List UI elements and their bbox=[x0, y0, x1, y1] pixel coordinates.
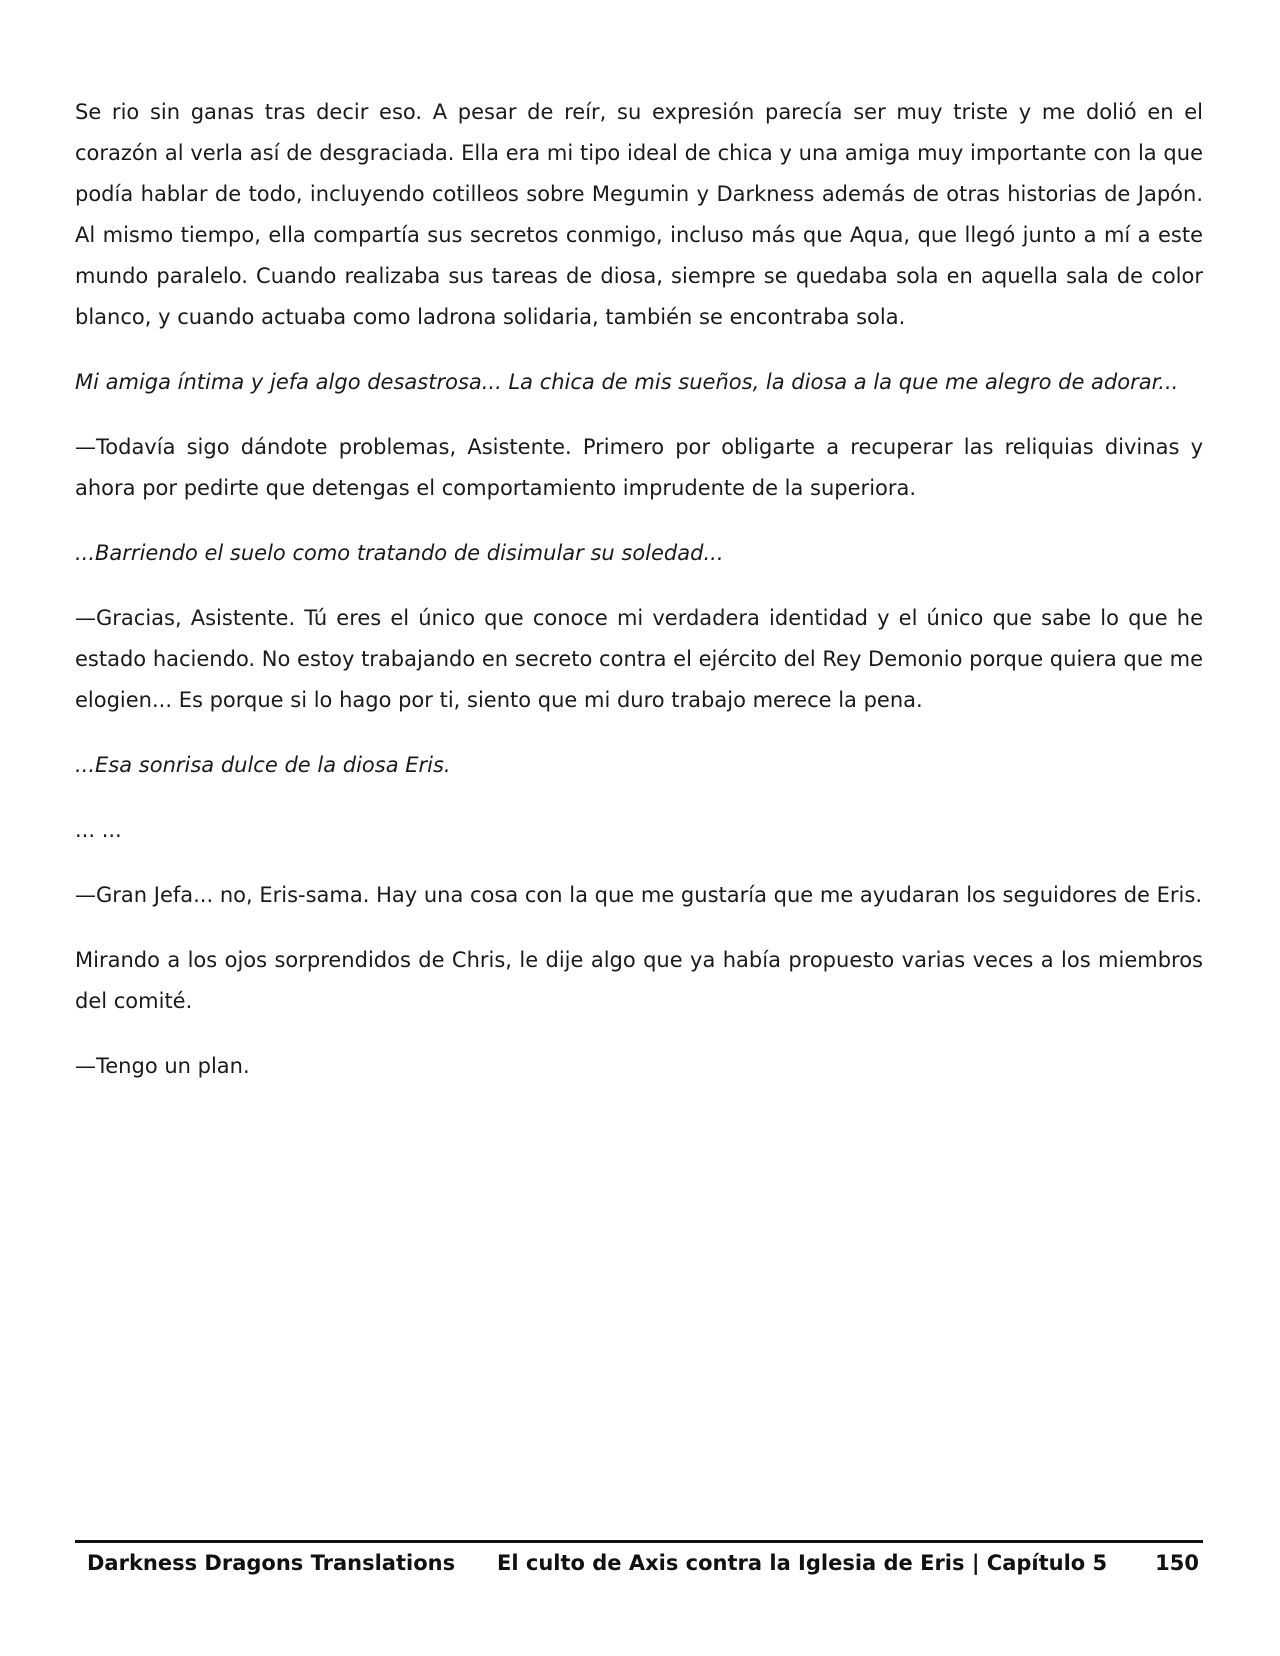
paragraph-7: ... ... bbox=[75, 818, 122, 842]
page-number: 150 bbox=[1155, 1551, 1199, 1575]
page-body bbox=[75, 92, 1203, 1111]
paragraph-1: Se rio sin ganas tras decir eso. A pesar de reír, su expresión parecía ser muy triste y me dolió en el corazón al verla así de desgraciada. Ella era mi tipo ideal de chica y una amiga muy importante con la que podía hablar de todo, incluyendo cotilleos sobre Megumin y Darkness además de otras historias de Japón. Al mismo tiempo, ella compartía sus secretos conmigo, incluso más que Aqua, que llegó junto a mí a este mundo paralelo. Cuando realizaba sus tareas de diosa, siempre se quedaba sola en aquella sala de color blanco, y cuando actuaba como ladrona solidaria, también se encontraba sola. bbox=[75, 100, 1203, 329]
paragraph-9: Mirando a los ojos sorprendidos de Chris, le dije algo que ya había propuesto varias veces a los miembros del comité. bbox=[75, 948, 1203, 1013]
paragraph-10: —Tengo un plan. bbox=[75, 1054, 250, 1078]
footer-chapter-title: El culto de Axis contra la Iglesia de Eris | Capítulo 5 bbox=[497, 1551, 1108, 1575]
paragraph-5: —Gracias, Asistente. Tú eres el único que conoce mi verdadera identidad y el único que sabe lo que he estado haciendo. No estoy trabajando en secreto contra el ejército del Rey Demonio porque quiera que me elogien... Es porque si lo hago por ti, siento que mi duro trabajo merece la pena. bbox=[75, 606, 1203, 712]
page-footer bbox=[75, 1540, 1203, 1575]
paragraph-8: —Gran Jefa... no, Eris-sama. Hay una cosa con la que me gustaría que me ayudaran los seguidores de Eris. bbox=[75, 883, 1203, 907]
paragraph-6: ...Esa sonrisa dulce de la diosa Eris. bbox=[75, 753, 451, 777]
footer-translator: Darkness Dragons Translations bbox=[87, 1551, 456, 1575]
paragraph-4: ...Barriendo el suelo como tratando de disimular su soledad... bbox=[75, 541, 724, 565]
paragraph-2: Mi amiga íntima y jefa algo desastrosa... La chica de mis sueños, la diosa a la que me alegro de adorar... bbox=[75, 370, 1179, 394]
paragraph-3: —Todavía sigo dándote problemas, Asistente. Primero por obligarte a recuperar las reliquias divinas y ahora por pedirte que detengas el comportamiento imprudente de la superiora. bbox=[75, 435, 1203, 500]
